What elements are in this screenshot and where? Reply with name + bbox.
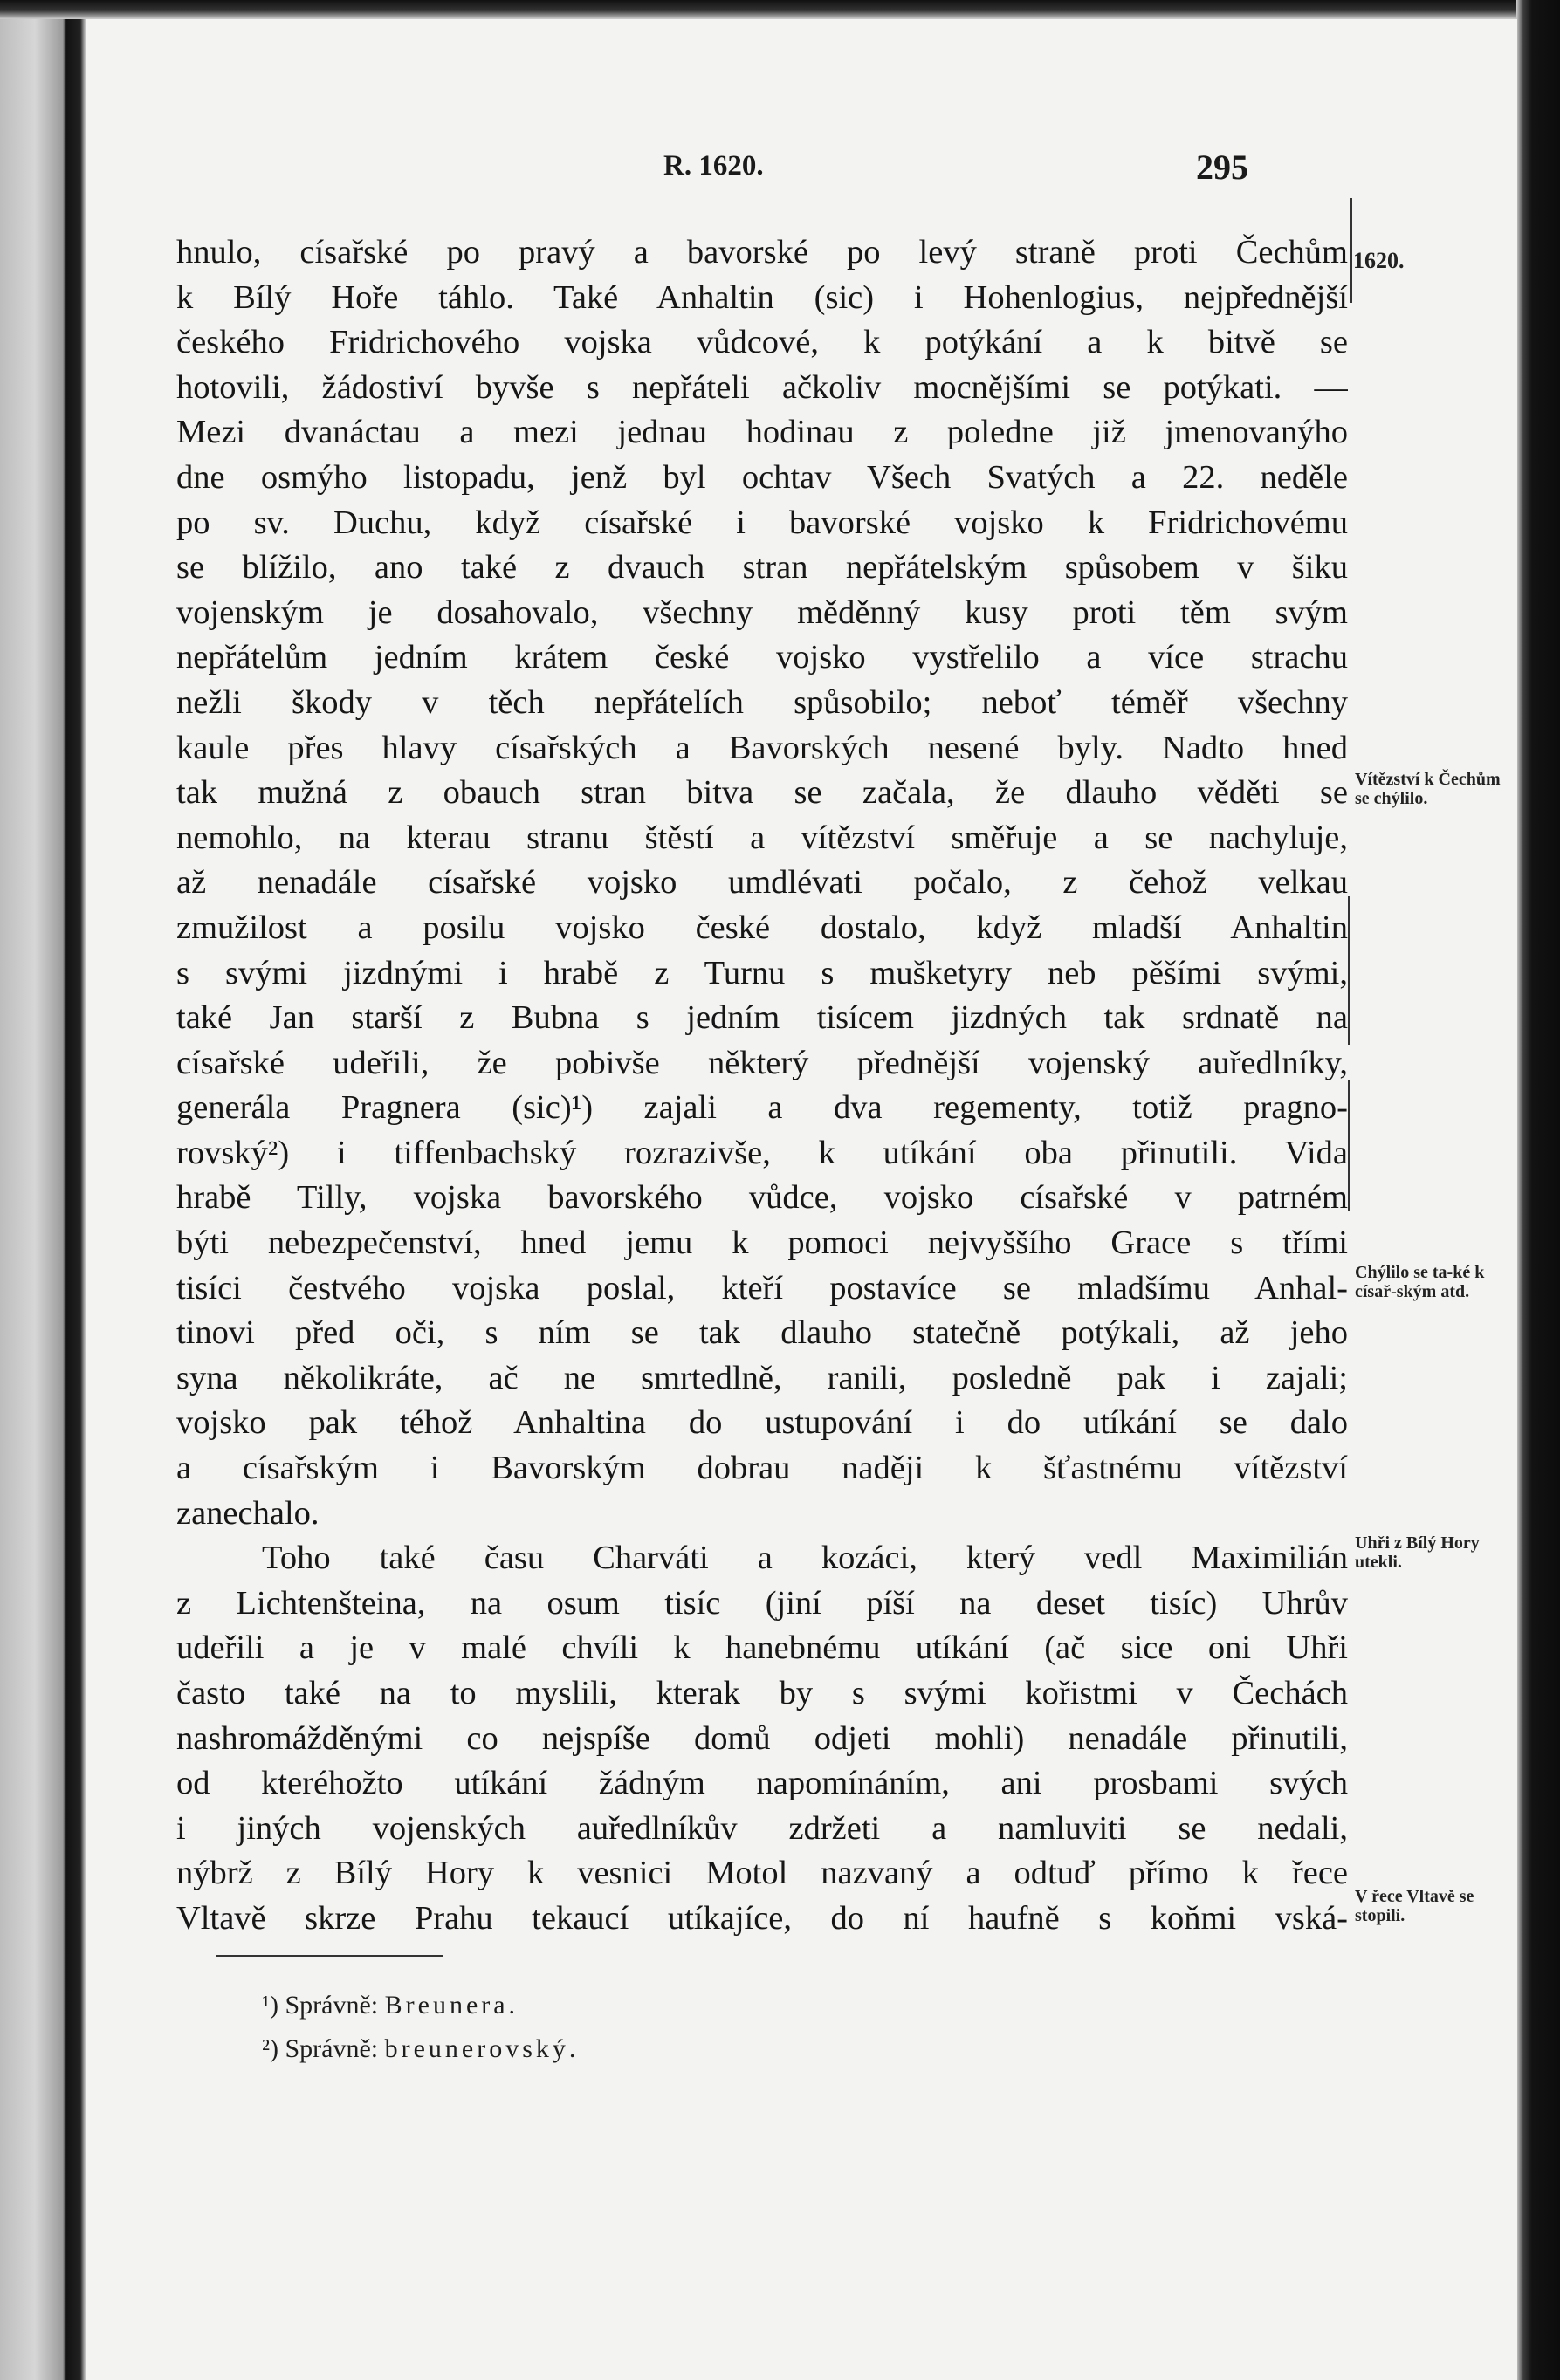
text-line: generála Pragnera (sic)¹) zajali a dva regementy, totiž pragno- bbox=[176, 1089, 1348, 1127]
footnote-text: Breunera. bbox=[384, 1991, 519, 2020]
text-line: z Lichtenšteina, na osum tisíc (jiní píší na deset tisíc) Uhrův bbox=[176, 1584, 1348, 1622]
text-line: hotovili, žádostiví byvše s nepřáteli ačkoliv mocnějšími se potýkati. — bbox=[176, 368, 1348, 406]
text-line: od kteréhožto utíkání žádným napomínáním, ani prosbami svých bbox=[176, 1765, 1348, 1802]
page-header bbox=[86, 147, 1517, 190]
margin-note: Uhři z Bílý Hory utekli. bbox=[1355, 1533, 1480, 1572]
text-line: rovský²) i tiffenbachský rozrazivše, k utíkání oba přinutili. Vida bbox=[176, 1134, 1348, 1171]
page-number: 295 bbox=[1196, 147, 1248, 187]
text-line: udeřili a je v malé chvíli k hanebnému utíkání (ač sice oni Uhři bbox=[176, 1629, 1348, 1667]
text-line: po sv. Duchu, když císařské i bavorské vojsko k Fridrichovému bbox=[176, 504, 1348, 541]
text-line: Vltavě skrze Prahu tekaucí utíkajíce, do ní haufně s koňmi vská- bbox=[176, 1899, 1348, 1937]
footnote bbox=[262, 2027, 579, 2071]
text-line: zmužilost a posilu vojsko české dostalo, když mladší Anhaltin bbox=[176, 909, 1348, 946]
footnote-mark: ²) bbox=[262, 2034, 278, 2063]
footnote-mark: ¹) bbox=[262, 1991, 278, 2020]
text-line: dne osmýho listopadu, jenž byl ochtav Všech Svatých a 22. neděle bbox=[176, 458, 1348, 496]
text-line: k Bílý Hoře táhlo. Také Anhaltin (sic) i Hohenlogius, nejpřednější bbox=[176, 278, 1348, 316]
margin-note: Vítězství k Čechům se chýlilo. bbox=[1355, 770, 1501, 808]
text-line: nashromážděnými co nejspíše domů odjeti mohli) nenadále přinutili, bbox=[176, 1719, 1348, 1757]
margin-bracket bbox=[1350, 198, 1352, 303]
text-line: vojenským je dosahovalo, všechny měděnný kusy proti těm svým bbox=[176, 593, 1348, 631]
footnote-rule bbox=[216, 1955, 443, 1957]
text-line: nepřátelům jedním krátem české vojsko vystřelilo a více strachu bbox=[176, 639, 1348, 676]
text-line: Mezi dvanáctau a mezi jednau hodinau z poledne již jmenovanýho bbox=[176, 414, 1348, 451]
text-line: a císařským i Bavorským dobrau naději k šťastnému vítězství bbox=[176, 1450, 1348, 1487]
margin-note: V řece Vltavě se stopili. bbox=[1355, 1887, 1474, 1925]
text-line: hrabě Tilly, vojska bavorského vůdce, vojsko císařské v patrném bbox=[176, 1179, 1348, 1217]
paragraph-start-line: Toho také času Charváti a kozáci, který vedl Maximilián bbox=[262, 1540, 1348, 1577]
text-line: až nenadále císařské vojsko umdlévati počalo, z čehož velkau bbox=[176, 864, 1348, 902]
text-line: českého Fridrichového vojska vůdcové, k potýkání a k bitvě se bbox=[176, 324, 1348, 361]
paragraph-end-line: zanechalo. bbox=[176, 1494, 320, 1532]
scan-right-edge bbox=[1516, 0, 1560, 2380]
text-line: nežli škody v těch nepřátelích spůsobilo; neboť téměř všechny bbox=[176, 683, 1348, 721]
text-line: vojsko pak téhož Anhaltina do ustupování i do utíkání se dalo bbox=[176, 1404, 1348, 1442]
footnotes bbox=[262, 1984, 579, 2071]
text-line: s svými jizdnými i hrabě z Turnu s mušketyry neb pěšími svými, bbox=[176, 954, 1348, 991]
text-line: syna několikráte, ač ne smrtedlně, ranili, posledně pak i zajali; bbox=[176, 1359, 1348, 1396]
margin-year: 1620. bbox=[1353, 248, 1405, 273]
margin-bracket bbox=[1348, 1080, 1350, 1211]
footnote-text: breunerovský. bbox=[384, 2034, 580, 2063]
text-line: tak mužná z obauch stran bitva se začala, že dlauho věděti se bbox=[176, 774, 1348, 812]
text-line: tinovi před oči, s ním se tak dlauho statečně potýkali, až jeho bbox=[176, 1314, 1348, 1352]
text-line: hnulo, císařské po pravý a bavorské po levý straně proti Čechům bbox=[176, 234, 1348, 271]
margin-note: Chýlilo se ta-ké k císař-ským atd. bbox=[1355, 1263, 1485, 1301]
footnote-label: Správně: bbox=[285, 1991, 379, 2020]
footnote bbox=[262, 1984, 579, 2027]
margin-bracket bbox=[1348, 896, 1350, 1045]
text-line: také Jan starší z Bubna s jedním tisícem jizdných tak srdnatě na bbox=[176, 999, 1348, 1037]
running-head: R. 1620. bbox=[663, 150, 764, 182]
text-line: nýbrž z Bílý Hory k vesnici Motol nazvaný a odtuď přímo k řece bbox=[176, 1855, 1348, 1892]
footnote-label: Správně: bbox=[285, 2034, 379, 2063]
book-page bbox=[86, 19, 1517, 2380]
body-text bbox=[176, 230, 1348, 1942]
text-line: císařské udeřili, že pobivše některý přednější vojenský auředlníky, bbox=[176, 1044, 1348, 1081]
text-line: kaule přes hlavy císařských a Bavorských nesené byly. Nadto hned bbox=[176, 729, 1348, 766]
text-line: býti nebezpečenství, hned jemu k pomoci nejvyššího Grace s třími bbox=[176, 1224, 1348, 1262]
scan-top-edge bbox=[0, 0, 1560, 19]
text-line: nemohlo, na kterau stranu štěstí a vítězství směřuje a se nachyluje, bbox=[176, 819, 1348, 856]
text-line: často také na to myslili, kterak by s svými kořistmi v Čechách bbox=[176, 1675, 1348, 1711]
text-line: tisíci čestvého vojska poslal, kteří postavíce se mladšímu Anhal- bbox=[176, 1269, 1348, 1307]
text-line: i jiných vojenských auředlníkův zdržeti a namluviti se nedali, bbox=[176, 1809, 1348, 1847]
text-line: se blížilo, ano také z dvauch stran nepřátelským spůsobem v šiku bbox=[176, 549, 1348, 586]
